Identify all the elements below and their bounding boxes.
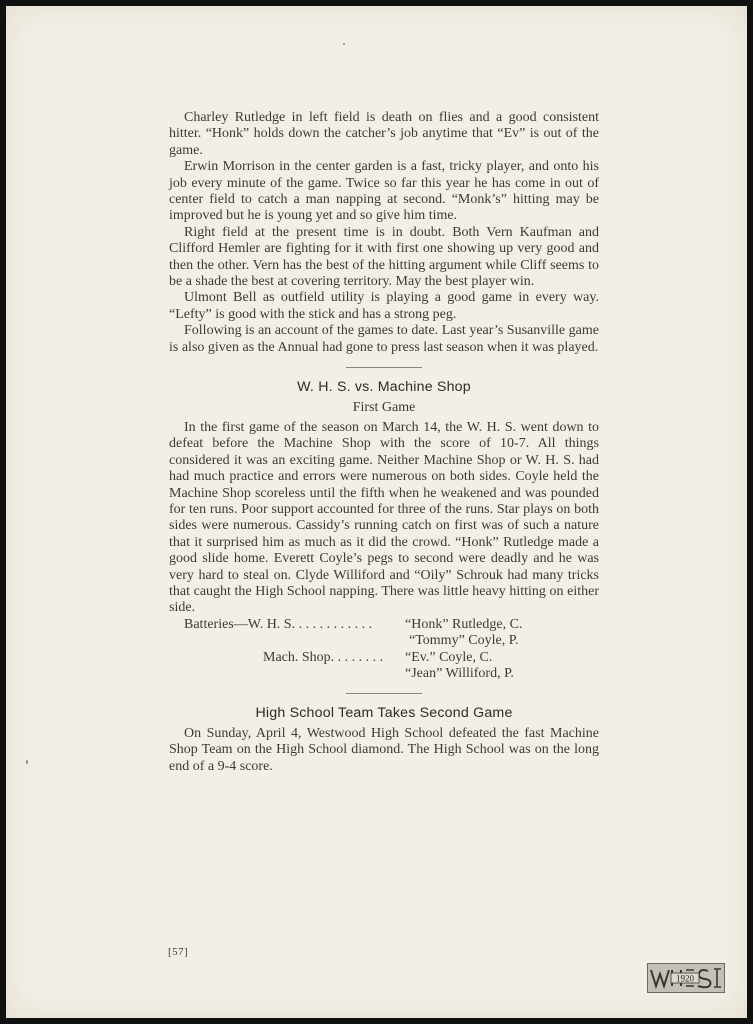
shop-pitcher: “Jean” Williford, P. bbox=[405, 665, 514, 681]
shop-catcher: “Ev.” Coyle, C. bbox=[405, 649, 493, 665]
batteries-shop-catcher-row bbox=[169, 650, 599, 666]
game2-paragraph: On Sunday, April 4, Westwood High School defeated the fast Machine Shop Team on the High School diamond. The High School was on the long end of a 9-4 score. bbox=[169, 725, 599, 774]
game1-heading: W. H. S. vs. Machine Shop bbox=[297, 379, 471, 396]
batteries-shop-label: Mach. Shop. . . . . . . . bbox=[263, 649, 384, 665]
paragraph-rutledge: Charley Rutledge in left field is death on flies and a good consistent hitter. “Honk” holds down the catcher’s job anytime that “Ev” is out of the game. bbox=[169, 110, 599, 158]
paragraph-bell: Ulmont Bell as outfield utility is playing a good game in every way. “Lefty” is good with the stick and has a strong peg. bbox=[169, 290, 599, 322]
section-divider bbox=[346, 693, 422, 694]
document-page bbox=[6, 6, 747, 1018]
batteries-whs-label: Batteries—W. H. S. . . . . . . . . . . . bbox=[184, 616, 373, 632]
page-number: [57] bbox=[168, 946, 189, 958]
batteries-whs-pitcher-row bbox=[169, 633, 599, 649]
batteries-shop-pitcher-row bbox=[169, 666, 599, 682]
paragraph-following: Following is an account of the games to date. Last year’s Susanville game is also given as the Annual had gone to press last season when it was played. bbox=[169, 323, 599, 355]
whs-pitcher: “Tommy” Coyle, P. bbox=[409, 633, 519, 649]
whs-catcher: “Honk” Rutledge, C. bbox=[405, 616, 523, 632]
section-divider bbox=[346, 367, 422, 368]
article-body bbox=[169, 110, 599, 775]
svg-text:1920: 1920 bbox=[676, 973, 694, 984]
game1-subheading: First Game bbox=[352, 399, 416, 415]
paragraph-right-field: Right field at the present time is in doubt. Both Vern Kaufman and Clifford Hemler are fighting for it with first one showing up very good and then the other. Vern has the best of the hitting argument while Cliff seems to be a shade the best at covering territory. May the best player win. bbox=[169, 224, 599, 290]
game2-heading: High School Team Takes Second Game bbox=[255, 705, 513, 722]
batteries-whs-catcher-row bbox=[169, 617, 599, 633]
paper-speck bbox=[26, 760, 28, 764]
game1-paragraph: In the first game of the season on March 14, the W. H. S. went down to defeat before the Machine Shop with the score of 10-7. All things considered it was an exciting game. Neither Machine Shop or W. H. S. had had much practice and errors were numerous on both sides. Coyle held the Machine Shop scoreless until the fifth when he weakened and was pounded for ten runs. Poor support accounted for three of the runs. Star plays on both sides were numerous. Cassidy’s running catch on first was of such a nature that it surprised him as much as it did the crowd. “Honk” Rutledge made a good slide home. Everett Coyle’s pegs to second were deadly and he was very hard to steal on. Clyde Williford and “Oily” Schrouk had many tricks that caught the High School napping. There was little heavy hitting on either side. bbox=[169, 419, 599, 616]
yearbook-logo bbox=[647, 963, 725, 993]
paragraph-morrison: Erwin Morrison in the center garden is a fast, tricky player, and onto his job every minute of the game. Twice so far this year he has come in out of center field to catch a man napping at second. “Monk’s” hitting may be improved but he is young yet and so give him time. bbox=[169, 159, 599, 224]
paper-speck bbox=[343, 43, 345, 45]
logo-emblem-icon bbox=[648, 964, 724, 992]
